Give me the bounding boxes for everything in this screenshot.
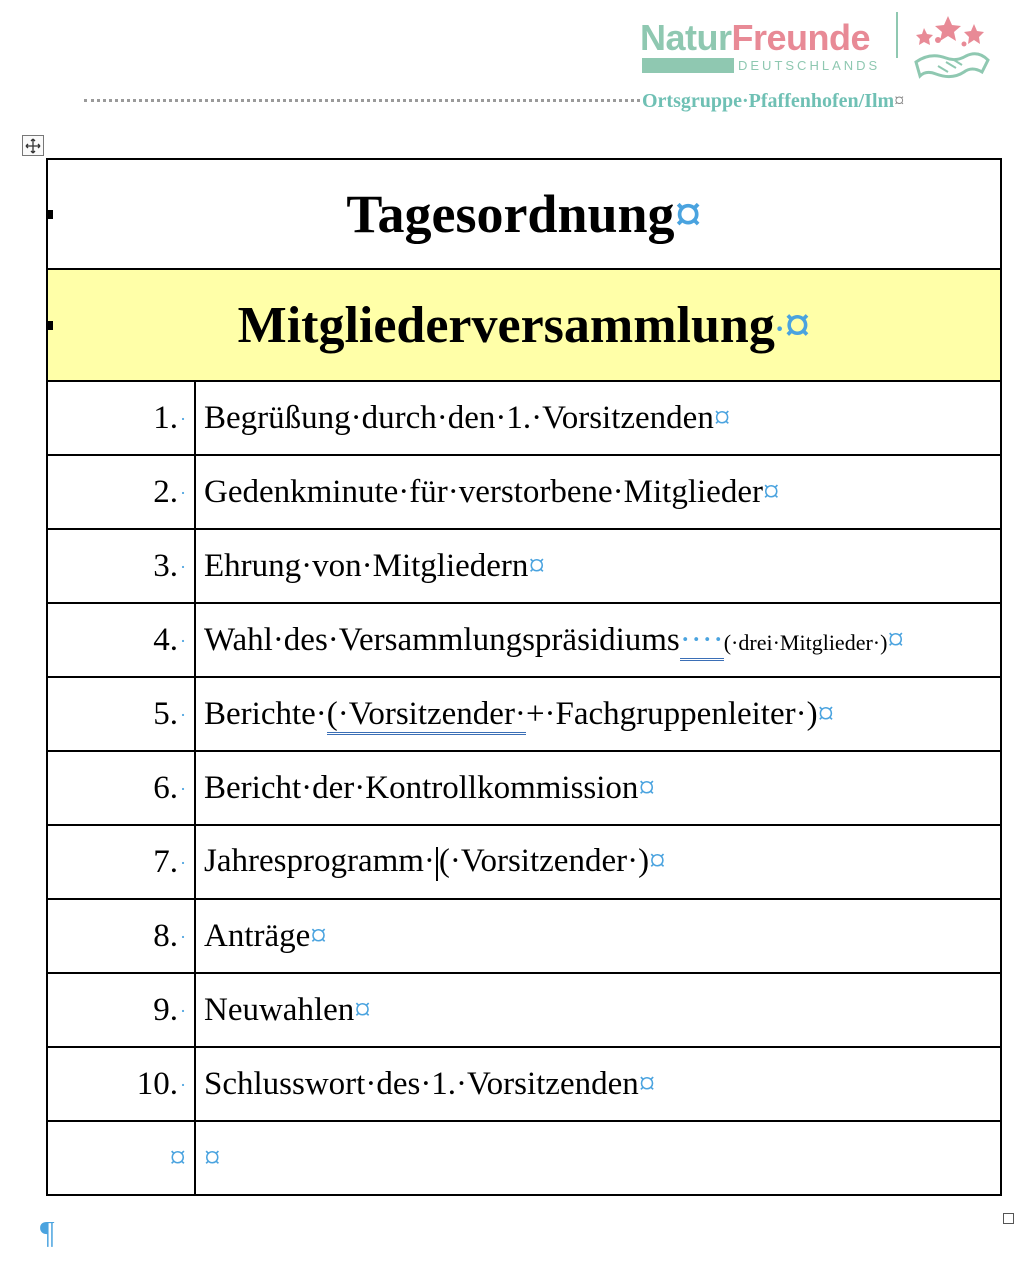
logo-divider: [896, 12, 898, 58]
table-row: [47, 1047, 1001, 1121]
agenda-title: Tagesordnung: [346, 184, 675, 244]
paragraph-mark: ¶: [40, 1214, 55, 1250]
item-text: Neuwahlen: [204, 991, 355, 1028]
item-text-cell[interactable]: Berichte·(·Vorsitzender·+·Fachgruppenleiter·)¤: [195, 677, 1001, 751]
table-row: [47, 1121, 1001, 1195]
item-number-cell[interactable]: 9. ·: [47, 973, 195, 1047]
underlined-text: (·Vorsitzender·: [327, 696, 526, 735]
table-row: [47, 751, 1001, 825]
item-text-cell[interactable]: ¤: [195, 1121, 1001, 1195]
table-row: [47, 529, 1001, 603]
item-number-cell[interactable]: 4. ·: [47, 603, 195, 677]
item-number-cell[interactable]: 10. ·: [47, 1047, 195, 1121]
subtitle-row: [47, 269, 1001, 381]
item-number-cell[interactable]: 1. ·: [47, 381, 195, 455]
title-row: [47, 159, 1001, 269]
table-row: [47, 899, 1001, 973]
table-row: [47, 825, 1001, 899]
item-text: Wahl·des·Versammlungspräsidiums: [204, 621, 680, 658]
item-text-cell[interactable]: Ehrung·von·Mitgliedern¤: [195, 529, 1001, 603]
item-number-cell[interactable]: 3. ·: [47, 529, 195, 603]
cell-end-mark: ¤: [674, 184, 702, 244]
item-text: Begrüßung·durch·den·1.·Vorsitzenden: [204, 399, 714, 436]
item-number-cell[interactable]: ¤: [47, 1121, 195, 1195]
logo-subtitle: DEUTSCHLANDS: [738, 58, 881, 73]
item-text-cell[interactable]: Neuwahlen¤: [195, 973, 1001, 1047]
table-row: [47, 455, 1001, 529]
agenda-table: [46, 158, 1002, 1196]
table-row: [47, 973, 1001, 1047]
logo-wordmark: NaturFreunde: [640, 17, 871, 58]
item-text-cell[interactable]: Wahl·des·Versammlungspräsidiums····(·drei·Mitglieder·)¤: [195, 603, 1001, 677]
item-text-cell[interactable]: Gedenkminute·für·verstorbene·Mitglieder¤: [195, 455, 1001, 529]
paragraph-end-mark: ¤: [894, 90, 905, 112]
agenda-subtitle: Mitgliederversammlung: [237, 296, 775, 354]
spacer-dots: ····: [680, 622, 724, 661]
item-text-cell[interactable]: Anträge¤: [195, 899, 1001, 973]
item-text-cell[interactable]: Begrüßung·durch·den·1.·Vorsitzenden¤: [195, 381, 1001, 455]
naturfreunde-logo: [640, 10, 990, 88]
item-note: (·drei·Mitglieder·): [723, 629, 888, 655]
table-row: [47, 677, 1001, 751]
table-move-handle-icon[interactable]: [22, 135, 44, 156]
cell-end-mark: ·¤: [774, 296, 811, 354]
item-text: Schlusswort·des·1.·Vorsitzenden: [204, 1065, 639, 1102]
text-cursor: [436, 847, 438, 881]
item-number-cell[interactable]: 6. ·: [47, 751, 195, 825]
item-text-cell[interactable]: Jahresprogramm· (·Vorsitzender·)¤: [195, 825, 1001, 899]
item-number-cell[interactable]: 8. ·: [47, 899, 195, 973]
item-text: Anträge: [204, 917, 311, 954]
table-row: [47, 381, 1001, 455]
item-number-cell[interactable]: 2. ·: [47, 455, 195, 529]
ortsgruppe-heading: Ortsgruppe·Pfaffenhofen/Ilm¤: [642, 90, 905, 112]
flower-handshake-icon: [908, 10, 992, 86]
row-marker: [48, 321, 53, 330]
header-dotted-leader: [84, 99, 640, 102]
title-cell[interactable]: [47, 159, 1001, 269]
item-number-cell[interactable]: 5. ·: [47, 677, 195, 751]
item-text: Ehrung·von·Mitgliedern: [204, 547, 529, 584]
table-resize-handle[interactable]: [1003, 1213, 1014, 1224]
item-text-cell[interactable]: Schlusswort·des·1.·Vorsitzenden¤: [195, 1047, 1001, 1121]
item-text-cell[interactable]: Bericht·der·Kontrollkommission¤: [195, 751, 1001, 825]
item-text: Gedenkminute·für·verstorbene·Mitglieder: [204, 473, 763, 510]
item-text: Bericht·der·Kontrollkommission: [204, 769, 639, 806]
row-marker: [48, 210, 53, 219]
item-number-cell[interactable]: 7. ·: [47, 825, 195, 899]
subtitle-cell[interactable]: [47, 269, 1001, 381]
table-row: [47, 603, 1001, 677]
logo-bar: [642, 58, 734, 73]
